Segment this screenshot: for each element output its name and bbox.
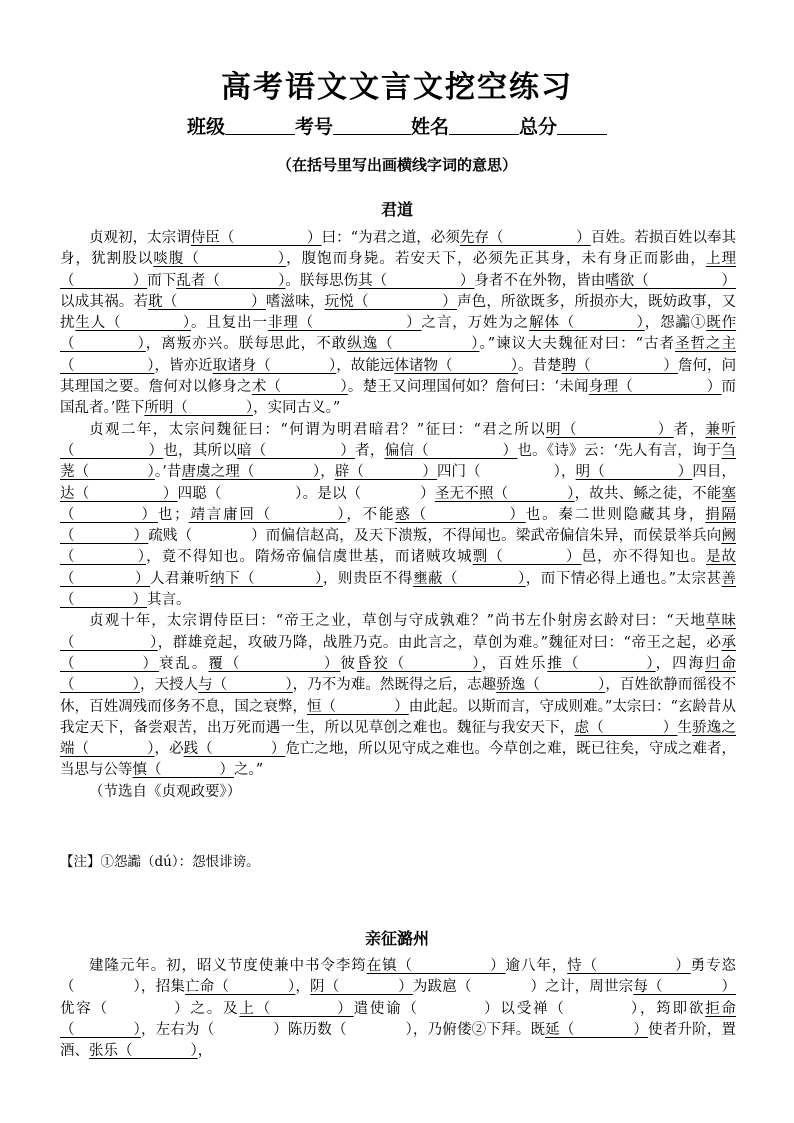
name-blank[interactable]: [449, 116, 519, 135]
student-info-line: [0, 112, 794, 139]
passage-qinzheng: [60, 956, 736, 1062]
score-blank[interactable]: [557, 116, 607, 135]
passage-paragraph: 贞观初，太宗谓侍臣（ ）曰：“为君之道，必须先存（ ）百姓。若损百姓以奉其身，犹割股以啖腹（ ），腹饱而身毙。若安天下，必须先正其身，未有身正而影曲，上理（ ）而下乱者（ ）。朕每思伤其（ ）身者不在外物，皆由嗜欲（ ）以成其祸。若耽（ ）嗜滋味，玩悦（ ）声色，所欲既多，所损亦大，既妨政事，又扰生人（ ）。且复出一非理（ ）之言，万姓为之解体（ ），怨讟①既作（ ），离叛亦兴。朕每思此，不敢纵逸（ ）。”谏议大夫魏征对曰：“古者圣哲之主（ ），皆亦近取诸身（ ），故能远体诸物（ ）。昔楚聘（ ）詹何，问其理国之要。詹何对以修身之术（ ）。楚王又问理国何如？詹何曰：‘未闻身理（ ）而国乱者。’陛下所明（ ），实同古义。”: [60, 230, 737, 417]
score-label: 总分: [519, 116, 558, 138]
name-label: 姓名: [411, 116, 450, 138]
class-blank[interactable]: [225, 116, 295, 135]
exam-no-label: 考号: [294, 116, 333, 138]
passage-jundao: [60, 228, 736, 803]
footnote: 【注】①怨讟（dú）：怨恨诽谤。: [60, 854, 260, 870]
instruction-text: （在括号里写出画横线字词的意思）: [276, 156, 517, 174]
section-title-qinzheng: 亲征潞州: [364, 929, 429, 948]
source-line: （节选自《贞观政要》）: [89, 783, 242, 800]
section-title-jundao: 君道: [380, 200, 413, 219]
class-label: 班级: [186, 116, 225, 138]
passage-paragraph: 贞观二年，太宗问魏征曰：“何谓为明君暗君？”征曰：“君之所以明（ ）者，兼听（ ）也，其所以暗（ ）者，偏信（ ）也。《诗》云：‘先人有言，询于刍荛（ ）。’昔唐虞之理（ ），辟（ ）四门（ ），明（ ）四目，达（ ）四聪（ ）。是以（ ）圣无不照（ ），故共、鲧之徒，不能塞（ ）也；靖言庸回（ ），不能惑（ ）也。秦二世则隐藏其身，捐隔（ ）疏贱（ ）而偏信赵高，及天下溃叛，不得闻也。梁武帝偏信朱异，而侯景举兵向阙（ ），竟不得知也。隋炀帝偏信虞世基，而诸贼攻城剽（ ）邑，亦不得知也。是故（ ）人君兼听纳下（ ），则贵臣不得壅蔽（ ），而下情必得上通也。”太宗甚善（ ）其言。: [60, 421, 737, 609]
passage-paragraph: 贞观十年，太宗谓侍臣曰：“帝王之业，草创与守成孰难？”尚书左仆射房玄龄对曰：“天地草昧（ ），群雄竞起，攻破乃降，战胜乃克。由此言之，草创为难。”魏征对曰：“帝王之起，必承（ ）衰乱。覆（ ）彼昏狡（ ），百姓乐推（ ），四海归命（ ），天授人与（ ），乃不为难。然既得之后，志趣骄逸（ ），百姓欲静而徭役不休，百姓凋残而侈务不息，国之衰弊，恒（ ）由此起。以斯而言，守成则难。”太宗曰：“玄龄昔从我定天下，备尝艰苦，出万死而遇一生，所以见草创之难也。魏征与我安天下，虑（ ）生骄逸之端（ ），必践（ ）危亡之地，所以见守成之难也。今草创之难，既已往矣，守成之难者，当思与公等慎（ ）之。”: [60, 613, 737, 779]
passage-paragraph: 建隆元年。初，昭义节度使兼中书令李筠在镇（ ）逾八年，恃（ ）勇专恣（ ），招集亡命（ ），阴（ ）为跋扈（ ）之计，周世宗每（ ）优容（ ）之。及上（ ）遣使谕（ ）以受禅（ ），筠即欲拒命（ ），左右为（ ）陈历数（ ），乃俯偻②下拜。既延（ ）使者升阶，置酒、张乐（ ），: [60, 958, 737, 1060]
page-title: 高考语文文言文挖空练习: [221, 70, 573, 105]
exam-no-blank[interactable]: [333, 116, 411, 135]
